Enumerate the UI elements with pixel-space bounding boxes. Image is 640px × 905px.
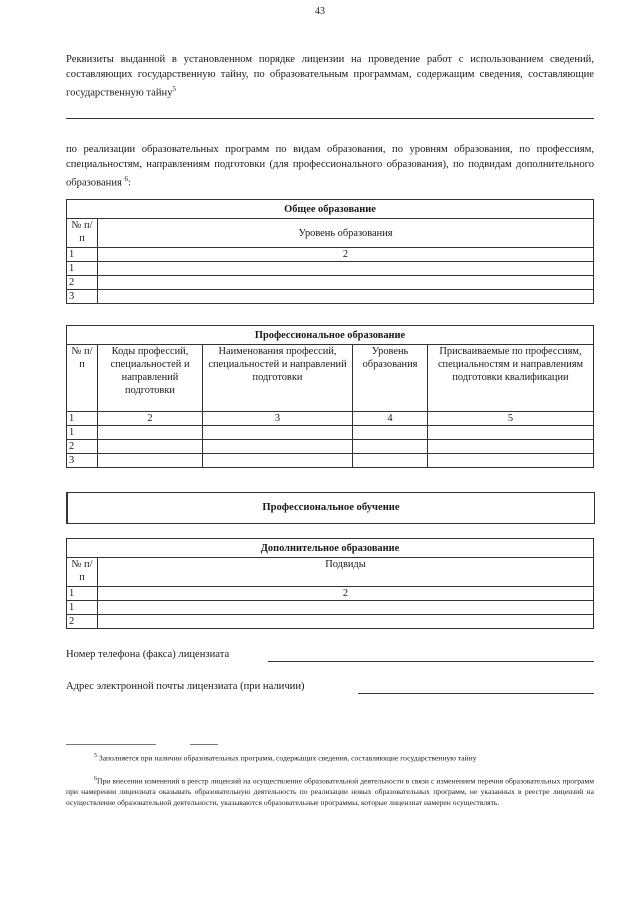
professional-index-cell: 3 [203, 412, 353, 426]
general-row-level-cell[interactable] [98, 290, 594, 304]
footnote-6-mark: 6 [94, 776, 97, 782]
general-education-title: Общее образование [67, 200, 594, 219]
page-number: 43 [315, 6, 325, 17]
professional-col-level-header: Уровень образования [353, 345, 428, 412]
professional-cell[interactable] [98, 426, 203, 440]
footnote-6-text: При внесении изменений в реестр лицензий на осуществление образовательной деятельности в связи с изменением перечня образовательных программ при намерении лицензиата оказывать образовательную деятельность по реализации новых образовательных программ, не указанных в реестре лицензий на осуществление образовательной деятельности, указываются образовательные программы, которые лицензиат намерен осуществлять. [66, 776, 594, 807]
additional-row-subtype-cell[interactable] [98, 615, 594, 629]
footnote-separator-short [190, 744, 218, 745]
email-label: Адрес электронной почты лицензиата (при наличии) [66, 681, 305, 692]
professional-education-table [66, 325, 594, 468]
professional-col-number-header: № п/п [67, 345, 98, 412]
additional-col-number-header: № п/п [67, 558, 98, 587]
additional-col-subtypes-header: Подвиды [98, 558, 594, 587]
professional-index-cell: 4 [353, 412, 428, 426]
additional-index-cell: 2 [98, 587, 594, 601]
email-input-line[interactable] [358, 693, 594, 694]
additional-row-number: 2 [67, 615, 98, 629]
footnote-6 [66, 774, 594, 808]
professional-cell[interactable] [353, 454, 428, 468]
general-row-number: 1 [67, 262, 98, 276]
professional-row-number: 3 [67, 454, 98, 468]
general-col-level-header: Уровень образования [98, 219, 594, 248]
professional-cell[interactable] [203, 454, 353, 468]
professional-cell[interactable] [353, 440, 428, 454]
professional-row-number: 2 [67, 440, 98, 454]
professional-row-number: 1 [67, 426, 98, 440]
professional-index-cell: 2 [98, 412, 203, 426]
additional-education-title: Дополнительное образование [67, 539, 594, 558]
footnote-5-mark: 5 [94, 753, 97, 759]
footnote-ref-5: 5 [172, 85, 176, 93]
additional-education-table [66, 538, 594, 629]
professional-cell[interactable] [203, 440, 353, 454]
general-row-number: 3 [67, 290, 98, 304]
additional-index-cell: 1 [67, 587, 98, 601]
professional-cell[interactable] [428, 426, 594, 440]
programs-text: по реализации образовательных программ по видам образования, по уровням образования, по профессиям, специальностям, направлениям подготовки (для профессионального образования), по подвидам дополнительного образования [66, 144, 594, 189]
professional-index-cell: 1 [67, 412, 98, 426]
additional-row-number: 1 [67, 601, 98, 615]
general-col-number-header: № п/п [67, 219, 98, 248]
professional-cell[interactable] [353, 426, 428, 440]
general-row-level-cell[interactable] [98, 276, 594, 290]
professional-col-qualifications-header: Присваиваемые по профессиям, специальностям и направлениям подготовки квалификации [428, 345, 594, 412]
professional-training-box [66, 492, 595, 524]
professional-cell[interactable] [98, 454, 203, 468]
general-row-level-cell[interactable] [98, 262, 594, 276]
programs-paragraph [66, 142, 594, 191]
professional-cell[interactable] [98, 440, 203, 454]
general-index-cell: 2 [98, 248, 594, 262]
general-row-number: 2 [67, 276, 98, 290]
professional-education-title: Профессиональное образование [67, 326, 594, 345]
professional-col-codes-header: Коды профессий, специальностей и направлений подготовки [98, 345, 203, 412]
license-requisites-input-line[interactable] [66, 118, 594, 119]
phone-input-line[interactable] [268, 661, 594, 662]
license-requisites-text: Реквизиты выданной в установленном порядке лицензии на проведение работ с использованием сведений, составляющих государственную тайну, по образовательным программам, содержащим сведения, составляющие государственную тайну [66, 54, 594, 99]
license-requisites-paragraph [66, 52, 594, 101]
additional-row-subtype-cell[interactable] [98, 601, 594, 615]
programs-colon: : [128, 177, 131, 189]
professional-col-names-header: Наименования профессий, специальностей и направлений подготовки [203, 345, 353, 412]
footnote-ref-6: 6 [124, 175, 129, 183]
professional-cell[interactable] [428, 440, 594, 454]
professional-cell[interactable] [203, 426, 353, 440]
general-index-cell: 1 [67, 248, 98, 262]
footnote-5-text: Заполняется при наличии образовательных программ, содержащих сведения, составляющие государственную тайну [98, 753, 477, 763]
footnote-5 [66, 751, 594, 764]
professional-cell[interactable] [428, 454, 594, 468]
professional-index-cell: 5 [428, 412, 594, 426]
general-education-table [66, 199, 594, 304]
footnote-separator [66, 744, 156, 745]
professional-training-title: Профессиональное обучение [262, 502, 400, 513]
phone-label: Номер телефона (факса) лицензиата [66, 649, 230, 660]
